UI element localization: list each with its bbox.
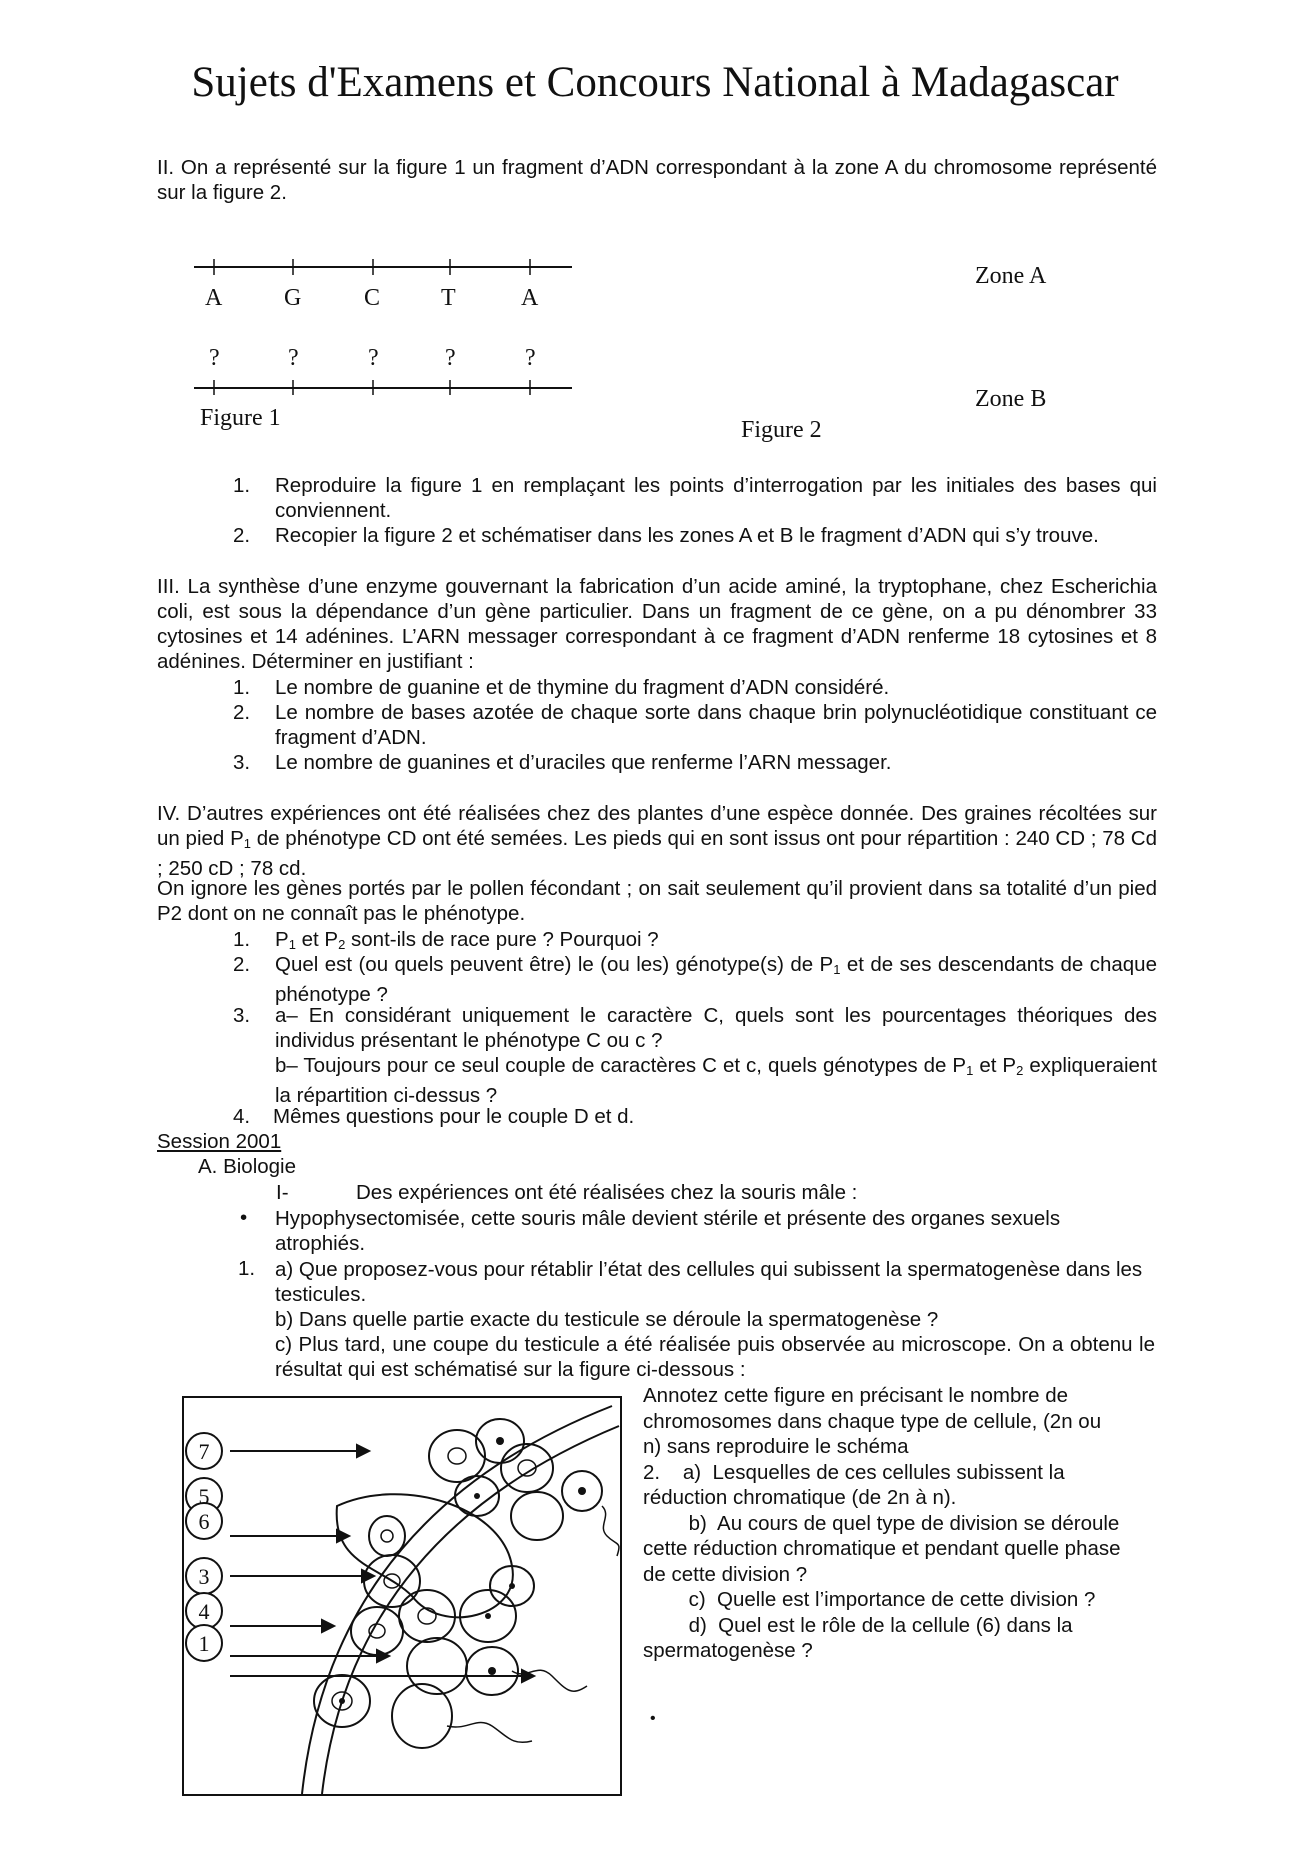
figure-number-4: 4 bbox=[198, 1599, 210, 1624]
question-text: Le nombre de guanines et d’uraciles que renferme l’ARN messager. bbox=[275, 751, 892, 774]
bottom-base-1: ? bbox=[209, 345, 220, 371]
section-4-question-3 bbox=[233, 1003, 1157, 1108]
section-3-question-1 bbox=[233, 675, 1157, 700]
figure-number-7: 7 bbox=[198, 1439, 210, 1464]
right-text-line: réduction chromatique (de 2n à n). bbox=[643, 1486, 957, 1509]
section-2-intro: II. On a représenté sur la figure 1 un fragment d’ADN correspondant à la zone A du chromosome représenté sur la figure 2. bbox=[157, 156, 1157, 204]
question-1c: c) Plus tard, une coupe du testicule a été réalisée puis observée au microscope. On a obtenu le résultat qui est schématisé sur la figure ci-dessous : bbox=[275, 1333, 1155, 1381]
bottom-base-3: ? bbox=[368, 345, 379, 371]
question-number: 3. bbox=[233, 1004, 251, 1027]
page-header-title: Sujets d'Examens et Concours National à Madagascar bbox=[191, 59, 1119, 106]
question-text: Le nombre de bases azotée de chaque sorte dans chaque brin polynucléotidique constituant ce fragment d’ADN. bbox=[275, 701, 1157, 749]
bottom-base-5: ? bbox=[525, 345, 536, 371]
figure-number-6: 6 bbox=[198, 1509, 210, 1534]
figure-number-1: 1 bbox=[198, 1631, 210, 1656]
question-1b: b) Dans quelle partie exacte du testicule se déroule la spermatogenèse ? bbox=[275, 1308, 939, 1331]
question-text-a: a– En considérant uniquement le caractère C, quels sont les pourcentages théoriques des individus présentant le phénotype C ou c ? bbox=[275, 1004, 1157, 1052]
top-base-3: C bbox=[364, 285, 381, 311]
question-number: 1. bbox=[233, 676, 251, 699]
right-text-line: b) Au cours de quel type de division se déroule bbox=[643, 1511, 1120, 1535]
section-4-intro: IV. D’autres expériences ont été réalisées chez des plantes d’une espèce donnée. Des graines récoltées sur un pied $P_1$ de phénotype CD ont été semées. Les pieds qui en sont issus ont pour répartition : 240 CD ; 78 Cd ; 250 cD ; 78 cd. bbox=[157, 802, 1157, 880]
section-4-question-4 bbox=[233, 1104, 1157, 1129]
right-text-line: chromosomes dans chaque type de cellule, (2n ou bbox=[643, 1409, 1102, 1433]
right-text-line: Annotez cette figure en précisant le nombre de bbox=[643, 1384, 1069, 1407]
zone-a-label: Zone A bbox=[975, 263, 1047, 289]
question-text: Recopier la figure 2 et schématiser dans les zones A et B le fragment d’ADN qui s’y trouve. bbox=[275, 524, 1099, 547]
bottom-base-2: ? bbox=[288, 345, 299, 371]
bullet-text: Hypophysectomisée, cette souris mâle devient stérile et présente des organes sexuels atrophiés. bbox=[275, 1207, 1061, 1255]
question-text: Reproduire la figure 1 en remplaçant les points d’interrogation par les initiales des bases qui conviennent. bbox=[275, 474, 1157, 522]
zone-b-label: Zone B bbox=[975, 386, 1047, 412]
top-base-5: A bbox=[521, 285, 539, 311]
question-number: 2. bbox=[233, 701, 251, 724]
top-base-4: T bbox=[441, 285, 456, 311]
figure-1-label: Figure 1 bbox=[200, 405, 281, 431]
question-text: $P_1$ et $P_2$ sont-ils de race pure ? Pourquoi ? bbox=[275, 928, 659, 952]
section-4-question-2 bbox=[233, 952, 1157, 1007]
question-number: 2. bbox=[233, 953, 251, 976]
right-text-line: n) sans reproduire le schéma bbox=[643, 1435, 909, 1458]
figure-number-3: 3 bbox=[198, 1564, 210, 1589]
right-text-line: cette réduction chromatique et pendant quelle phase bbox=[643, 1537, 1121, 1560]
question-number: 1. bbox=[233, 928, 251, 951]
right-questions-column bbox=[643, 1383, 1163, 1664]
right-text-line: 2. a) Lesquelles de ces cellules subissent la bbox=[643, 1460, 1065, 1484]
session-title: Session 2001 bbox=[157, 1130, 282, 1153]
section-2-question-1 bbox=[233, 473, 1157, 523]
section-3-question-2 bbox=[233, 700, 1157, 750]
right-text-line: c) Quelle est l’importance de cette division ? bbox=[643, 1588, 1096, 1611]
stray-mark: • bbox=[650, 1710, 656, 1727]
question-1a: a) Que proposez-vous pour rétablir l’état des cellules qui subissent la spermatogenèse dans les testicules. bbox=[275, 1258, 1143, 1306]
question-text: Mêmes questions pour le couple D et d. bbox=[273, 1105, 635, 1128]
question-number: 1. bbox=[233, 474, 251, 497]
bullet-icon: • bbox=[240, 1206, 248, 1229]
bottom-base-4: ? bbox=[445, 345, 456, 371]
top-base-2: G bbox=[284, 285, 302, 311]
figure-number-5: 5 bbox=[198, 1484, 210, 1509]
top-base-1: A bbox=[205, 285, 223, 311]
question-text: Quel est (ou quels peuvent être) le (ou les) génotype(s) de $P_1$ et de ses descendants de chaque phénotype ? bbox=[275, 953, 1157, 1006]
roman-numeral: I- bbox=[276, 1181, 289, 1204]
question-text: Le nombre de guanine et de thymine du fragment d’ADN considéré. bbox=[275, 676, 890, 699]
figure-1-dna-strands bbox=[190, 255, 590, 395]
right-text-line: spermatogenèse ? bbox=[643, 1639, 813, 1662]
right-text-line: de cette division ? bbox=[643, 1562, 808, 1586]
question-1-number: 1. bbox=[238, 1257, 256, 1280]
section-3-intro: III. La synthèse d’une enzyme gouvernant la fabrication d’un acide aminé, la tryptophane, chez Escherichia coli, est sous la dépendance d’un gène particulier. Dans un fragment de ce gène, on a pu dénombrer 33 cytosines et 14 adénines. L’ARN messager correspondant à ce fragment d’ADN renferme 18 cytosines et 8 adénines. Déterminer en justifiant : bbox=[157, 575, 1157, 673]
section-4-intro-2: On ignore les gènes portés par le pollen fécondant ; on sait seulement qu’il provient dans sa totalité d’un pied P2 dont on ne connaît pas le phénotype. bbox=[157, 877, 1157, 925]
figure-2-label: Figure 2 bbox=[741, 417, 822, 443]
testis-section-figure bbox=[182, 1396, 622, 1816]
right-text-line: d) Quel est le rôle de la cellule (6) dans la bbox=[643, 1613, 1073, 1637]
section-3-question-3 bbox=[233, 750, 1157, 775]
section-2-question-2 bbox=[233, 523, 1157, 548]
question-text-b: b– Toujours pour ce seul couple de caractères C et c, quels génotypes de $P_1$ et $P_2$ expliqueraient la répartition ci-dessus ? bbox=[275, 1054, 1157, 1107]
question-number: 4. bbox=[233, 1105, 251, 1128]
part-biologie: A. Biologie bbox=[198, 1155, 297, 1178]
roman-text: Des expériences ont été réalisées chez la souris mâle : bbox=[356, 1181, 858, 1204]
question-number: 2. bbox=[233, 524, 251, 547]
question-number: 3. bbox=[233, 751, 251, 774]
